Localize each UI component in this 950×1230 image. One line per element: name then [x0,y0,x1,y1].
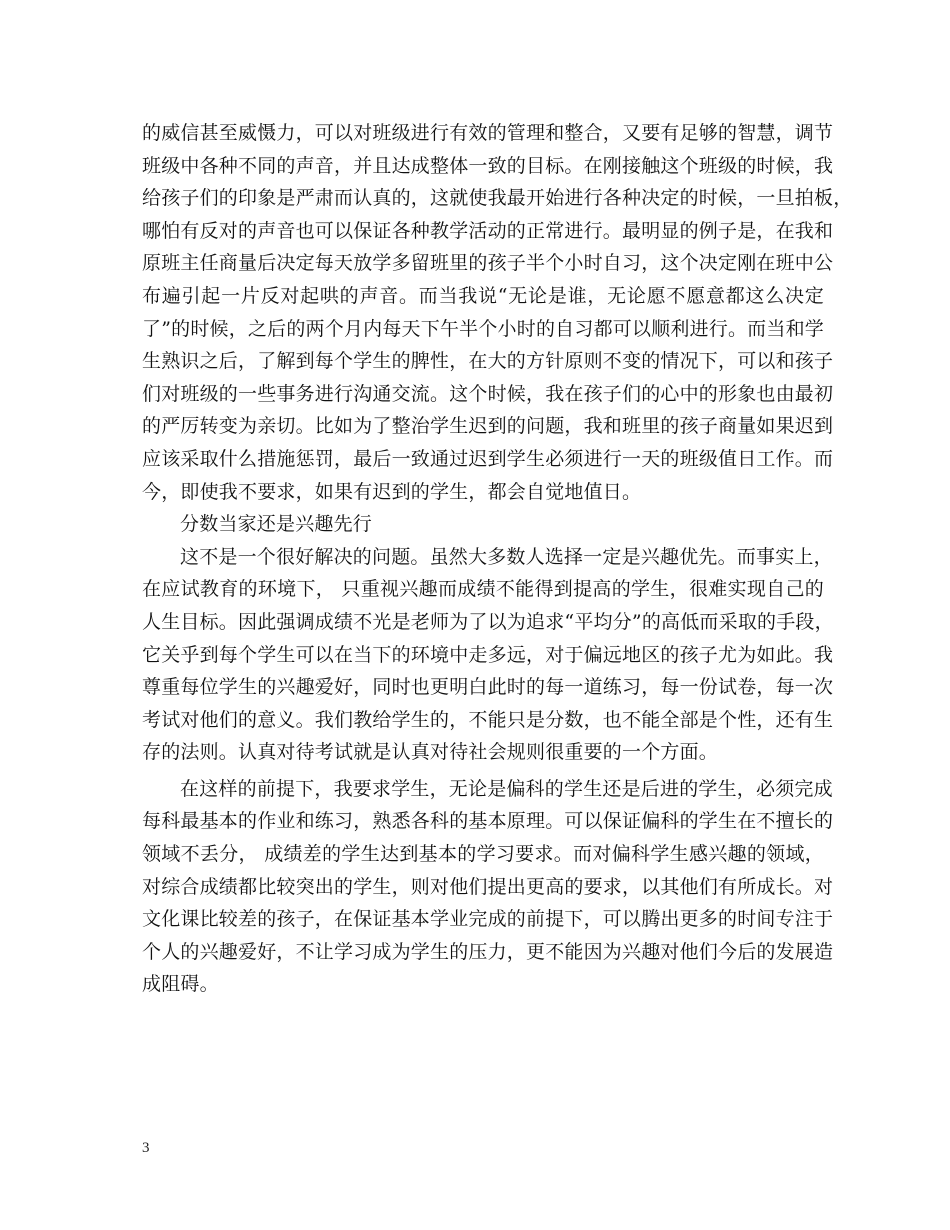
text-line: 原班主任商量后决定每天放学多留班里的孩子半个小时自习，这个决定刚在班中公 [142,252,834,275]
body-text [142,117,853,1001]
text-line: 对综合成绩都比较突出的学生，则对他们提出更高的要求，以其他们有所成长。对 [142,875,834,898]
text-line: 尊重每位学生的兴趣爱好，同时也更明白此时的每一道练习，每一份试卷，每一次 [142,676,834,699]
text-line: 存的法则。认真对待考试就是认真对待社会规则很重要的一个方面。 [142,741,719,764]
text-line: 在应试教育的环境下， 只重视兴趣而成绩不能得到提高的学生，很难实现自己的 [142,578,824,601]
text-line: 分数当家还是兴趣先行 [180,513,373,536]
text-line: 布遍引起一片反对起哄的声音。而当我说“无论是谁，无论愿不愿意都这么决定 [142,284,824,307]
text-line: 的严厉转变为亲切。比如为了整治学生迟到的问题，我和班里的孩子商量如果迟到 [142,415,834,438]
text-line: 了”的时候，之后的两个月内每天下午半个小时的自习都可以顺利进行。而当和学 [142,317,824,340]
page-number: 3 [142,1140,150,1156]
paragraph [142,117,853,508]
text-line: 每科最基本的作业和练习，熟悉各科的基本原理。可以保证偏科的学生在不擅长的 [142,810,834,833]
text-line: 成阻碍。 [142,973,219,996]
paragraph [142,541,834,769]
text-line: 个人的兴趣爱好，不让学习成为学生的压力，更不能因为兴趣对他们今后的发展造 [142,940,834,963]
text-line: 今，即使我不要求，如果有迟到的学生，都会自觉地值日。 [142,480,642,503]
text-line: 的威信甚至威慑力，可以对班级进行有效的管理和整合，又要有足够的智慧，调节 [142,122,834,144]
paragraph [142,508,824,541]
text-line: 它关乎到每个学生可以在当下的环境中走多远，对于偏远地区的孩子尤为如此。我 [142,643,834,666]
text-line: 哪怕有反对的声音也可以保证各种教学活动的正常进行。最明显的例子是，在我和 [142,219,834,242]
text-line: 文化课比较差的孩子，在保证基本学业完成的前提下，可以腾出更多的时间专注于 [142,908,834,931]
text-line: 这不是一个很好解决的问题。虽然大多数人选择一定是兴趣优先。而事实上， [180,545,833,568]
paragraph [142,773,834,1001]
text-line: 给孩子们的印象是严肃而认真的，这就使我最开始进行各种决定的时候，一旦拍板， [142,187,853,210]
text-line: 应该采取什么措施惩罚，最后一致通过迟到学生必须进行一天的班级值日工作。而 [142,447,834,470]
text-line: 领域不丢分， 成绩差的学生达到基本的学习要求。而对偏科学生感兴趣的领域， [142,843,824,866]
text-line: 人生目标。因此强调成绩不光是老师为了以为追求“平均分”的高低而采取的手段， [142,610,834,633]
text-line: 生熟识之后，了解到每个学生的脾性，在大的方针原则不变的情况下，可以和孩子 [142,350,834,373]
text-line: 考试对他们的意义。我们教给学生的，不能只是分数，也不能全部是个性，还有生 [142,708,834,731]
text-line: 在这样的前提下，我要求学生，无论是偏科的学生还是后进的学生，必须完成 [180,777,833,800]
text-line: 们对班级的一些事务进行沟通交流。这个时候，我在孩子们的心中的形象也由最初 [142,382,834,405]
text-line: 班级中各种不同的声音，并且达成整体一致的目标。在刚接触这个班级的时候，我 [142,154,834,177]
